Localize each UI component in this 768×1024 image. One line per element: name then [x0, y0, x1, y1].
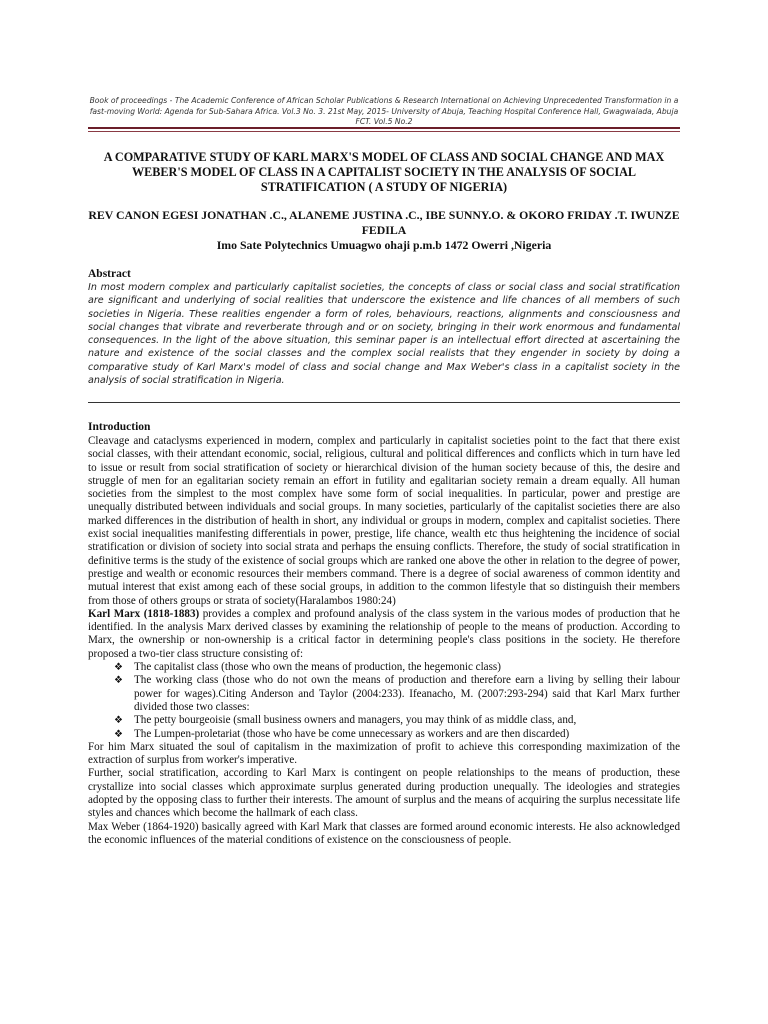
abstract-heading: Abstract — [88, 268, 131, 280]
intro-paragraph-3: For him Marx situated the soul of capitalism in the maximization of profit to achieve this corresponding maximization of the extraction of surplus from worker's imperative. — [88, 740, 680, 767]
marx-text: provides a complex and profound analysis of the class system in the various modes of production that he identified. In the analysis Marx derived classes by examining the relationship of people to the means of production. According to Marx, the ownership or non-ownership is a critical factor in determining people's class positions in the society. He therefore proposed a two-tier class structure consisting of: — [88, 607, 680, 660]
marx-name: Karl Marx (1818-1883) — [88, 607, 200, 620]
diamond-bullet-icon: ❖ — [114, 675, 123, 687]
author-affiliation: Imo Sate Polytechnics Umuagwo ohaji p.m.b 1472 Owerri ,Nigeria — [216, 238, 552, 252]
introduction-body — [88, 435, 680, 847]
list-item — [114, 661, 680, 674]
class-list — [88, 661, 680, 741]
list-item — [114, 674, 680, 714]
list-item — [114, 728, 680, 741]
intro-paragraph-2 — [88, 608, 680, 661]
diamond-bullet-icon: ❖ — [114, 662, 123, 674]
proceedings-header: Book of proceedings - The Academic Conference of African Scholar Publications & Research International on Achieving Unprecedented Transformation in a fast-moving World: Agenda for Sub-Sahara Africa. Vol.3 No. 3. 21st May, 2015- University of Abuja, Teaching Hospital Conference Hall, Gwagwalada, Abuja FCT. Vol.5 No.2 — [89, 96, 679, 126]
header-rule-thin — [88, 131, 680, 132]
paper-authors: REV CANON EGESI JONATHAN .C., ALANEME JUSTINA .C., IBE SUNNY.O. & OKORO FRIDAY .T. IWUNZE FEDILA — [88, 208, 680, 237]
diamond-bullet-icon: ❖ — [114, 715, 123, 727]
list-item-text: The petty bourgeoisie (small business owners and managers, you may think of as middle class, and, — [134, 714, 577, 727]
abstract-divider — [88, 402, 680, 403]
abstract-text: In most modern complex and particularly capitalist societies, the concepts of class or social class and social stratification are significant and underlying of social realities that underscore the existence and life chances of all members of such societies in Nigeria. These realities engender a form of roles, behaviours, reactions, alignments and consciousness and social changes that vibrate and reverberate through and or on society, bringing in their work enormous and fundamental consequences. In the light of the above situation, this seminar paper is an intellectual effort directed at ascertaining the nature and existence of the social classes and the complex social realists that they engender in society by doing a comparative study of Karl Marx's model of class and social change and Max Weber's class in a capitalist society in the analysis of social stratification in Nigeria. — [88, 282, 680, 387]
intro-paragraph-4: Further, social stratification, according to Karl Marx is contingent on people relationships to the means of production, these crystallize into social classes which approximate surplus generated during production unequally. The ideologies and strategies adopted by the opposing class to further their interests. The amount of surplus and the means of acquiring the surplus necessitate life styles and chances which become the hallmark of each class. — [88, 767, 680, 820]
paper-title: A COMPARATIVE STUDY OF KARL MARX'S MODEL OF CLASS AND SOCIAL CHANGE AND MAX WEBER'S MODEL OF CLASS IN A CAPITALIST SOCIETY IN THE ANALYSIS OF SOCIAL STRATIFICATION ( A STUDY OF NIGERIA) — [103, 150, 665, 194]
list-item — [114, 714, 680, 727]
diamond-bullet-icon: ❖ — [114, 728, 123, 740]
introduction-heading: Introduction — [88, 421, 151, 433]
intro-paragraph-1: Cleavage and cataclysms experienced in modern, complex and particularly in capitalist societies point to the fact that there exist social classes, with their attendant economic, social, religious, cultural and political differences and conflicts which in turn have led to issue or result from social stratification of society or hierarchical division of the human society because of this, the desire and struggle of men for an egalitarian society remain an effort in futility and egalitarian society remain a dream equally. All human societies from the simplest to the most complex have some form of social inequalities. In particular, power and prestige are unequally distributed between individuals and social groups. In many societies, particularly of the capitalist societies there are also marked differences in the distribution of health in short, any individual or groups in modern, complex and capitalist societies. There exist social inequalities manifesting differentials in power, prestige, life chance, wealth etc thus heightening the incidence of social stratification or division of society into social strata and perhaps the ensuing conflicts. Therefore, the study of social stratification in definitive terms is the study of the existence of social groups which are ranked one above the other in relation to the degree of power, prestige and wealth or economic resources their members command. There is a degree of social awareness of common identity and mutual interest that exist among each of these social groups, in addition to the common lifestyle that so distinguish their members from those of others groups or strata of society(Haralambos 1980:24) — [88, 435, 680, 607]
list-item-text: The working class (those who do not own the means of production and therefore earn a living by selling their labour power for wages).Citing Anderson and Taylor (2004:233). Ifeanacho, M. (2007:293-294) said that Karl Marx further divided those two classes: — [134, 674, 680, 713]
list-item-text: The capitalist class (those who own the means of production, the hegemonic class) — [134, 661, 501, 674]
intro-paragraph-5: Max Weber (1864-1920) basically agreed with Karl Mark that classes are formed around economic interests. He also acknowledged the economic influences of the material conditions of existence on the consciousness of people. — [88, 820, 680, 846]
list-item-text: The Lumpen-proletariat (those who have be come unnecessary as workers and are then discarded) — [134, 727, 570, 740]
header-rule-thick — [88, 127, 680, 129]
